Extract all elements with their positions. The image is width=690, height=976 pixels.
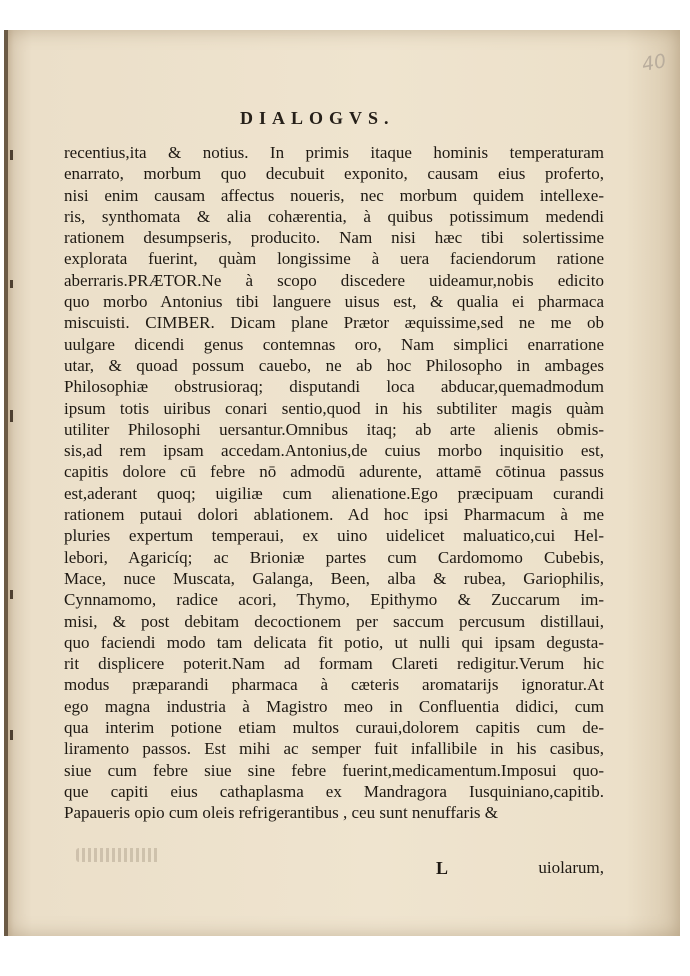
text-line: Cynnamomo, radice acori, Thymo, Epithymo & Zuccarum im- — [64, 590, 604, 610]
text-line: uulgare dicendi genus contemnas oro, Nam simplici enarratione — [64, 334, 604, 354]
text-line: utiliter Philosophi uersantur.Omnibus itaq; ab arte alienis obmis- — [64, 419, 604, 439]
text-line: Philosophiæ obstrusioraq; disputandi loca abducar,quemadmodum — [64, 377, 604, 397]
text-line: rationem desumpseris, producito. Nam nisi hæc tibi solertissime — [64, 228, 604, 248]
page-edge-mark — [10, 590, 13, 599]
text-line: ego magna industria à Magistro meo in Confluentia didici, cum — [64, 696, 604, 716]
page-edge-mark — [10, 150, 13, 160]
page-edge-mark — [10, 280, 13, 288]
text-line: est,aderant quoq; uigiliæ cum alienatione.Ego præcipuam curandi — [64, 483, 604, 503]
signature-mark: L — [436, 858, 449, 878]
body-text — [64, 142, 604, 824]
text-line: ris, synthomata & alia cohærentia, à quibus potissimum medendi — [64, 206, 604, 226]
page-edge-mark — [10, 410, 13, 422]
text-line: sis,ad rem ipsam accedam.Antonius,de cuius morbo inquisitio est, — [64, 441, 604, 461]
text-line: que capiti eius cathaplasma ex Mandragora Iusquiniano,capitib. — [64, 781, 604, 801]
text-line: recentius,ita & notius. In primis itaque hominis temperaturam — [64, 143, 604, 162]
text-line: nisi enim causam affectus noueris, nec morbum quidem intellexe- — [64, 185, 604, 205]
text-line: siue cum febre siue sine febre fuerint,medicamentum.Imposui quo- — [64, 760, 604, 780]
text-line: qua interim potione etiam multos curaui,dolorem capitis cum de- — [64, 718, 604, 738]
text-line: quo morbo Antonius tibi languere uisus est, & qualia ei pharmaca — [64, 292, 604, 312]
folio-number: 40 — [640, 50, 668, 76]
text-line: enarrato, morbum quo decubuit exponito, causam eius proferto, — [64, 164, 604, 184]
text-line: lebori, Agaricíq; ac Brioniæ partes cum Cardomomo Cubebis, — [64, 547, 604, 567]
text-line: quo faciendi modo tam delicata fit potio, ut nulli qui ipsam degusta- — [64, 632, 604, 652]
text-line: Papaueris opio cum oleis refrigerantibus , ceu sunt nenuffaris & — [64, 803, 499, 823]
text-line: misi, & post debitam decoctionem per saccum percusum distillaui, — [64, 611, 604, 631]
text-line: utar, & quoad possum cauebo, ne ab hoc Philosopho in ambages — [64, 355, 604, 375]
text-line: liramento passos. Est mihi ac semper fuit infallibile in his casibus, — [64, 739, 604, 759]
text-line: explorata fuerint, quàm longissime à uera faciendorum ratione — [64, 249, 604, 269]
text-line: Mace, nuce Muscata, Galanga, Been, alba & rubea, Gariophilis, — [64, 568, 604, 588]
text-line: capitis dolore cū febre nō admodū adurente, attamē cōtinua passus — [64, 462, 604, 482]
text-line: rit displicere poterit.Nam ad formam Clareti redigitur.Verum hic — [64, 654, 604, 674]
footer-row — [64, 858, 604, 882]
running-head: DIALOGVS. — [240, 108, 395, 128]
text-line: rationem putaui dolori ablationem. Ad hoc ipsi Pharmacum à me — [64, 505, 604, 525]
catchword: uiolarum, — [538, 858, 604, 877]
text-line: aberraris.PRÆTOR.Ne à scopo discedere uideamur,nobis edicito — [64, 270, 604, 290]
book-page — [4, 30, 680, 936]
text-line: pluries expertum temperaui, ex uino uidelicet maluatico,cui Hel- — [64, 526, 604, 546]
text-line: modus præparandi pharmaca à cæteris aromatarijs ignoratur.At — [64, 675, 604, 695]
text-line: ipsum totis uiribus conari sentio,quod in his subtiliter magis quàm — [64, 398, 604, 418]
text-line: miscuisti. CIMBER. Dicam plane Prætor æquissime,sed ne me ob — [64, 313, 604, 333]
page-edge-mark — [10, 730, 13, 740]
